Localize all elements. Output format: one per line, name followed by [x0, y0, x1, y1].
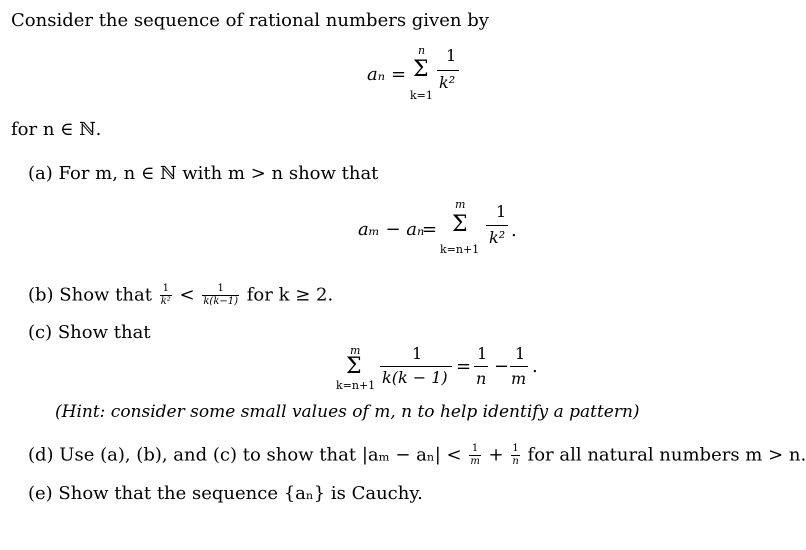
eqc-minus: −	[494, 356, 510, 377]
eqc-equals: =	[456, 356, 472, 377]
eqc-sum-upper: m	[350, 344, 361, 357]
eqa-sigma-icon: Σ	[452, 212, 468, 237]
eqc-r2-numerator: 1	[515, 344, 526, 363]
intro-text: Consider the sequence of rational numbers given by	[11, 10, 489, 31]
eq1-lhs: aₙ	[367, 64, 386, 85]
eqc-r1-bar	[474, 366, 488, 367]
part-a-label: (a) For m, n ∈ ℕ with m > n show that	[28, 163, 379, 184]
eq1-sum-lower: k=1	[410, 89, 433, 102]
for-n-text: for n ∈ ℕ.	[11, 119, 102, 140]
eqa-lhs: aₘ − aₙ	[358, 219, 425, 240]
eqc-r1-denominator: n	[476, 369, 487, 388]
part-b-prefix: (b) Show that	[28, 284, 152, 306]
eq1-sigma-icon: Σ	[413, 57, 429, 82]
part-b-fraction-2: $\frac{1}{k(k-1)}$	[203, 283, 239, 307]
eqc-denominator: k(k − 1)	[382, 368, 448, 387]
part-c-hint: (Hint: consider some small values of m, n to help identify a pattern)	[55, 402, 640, 422]
part-d-fraction-2: $\frac{1}{n}$	[512, 443, 519, 467]
part-e: (e) Show that the sequence {aₙ} is Cauchy.	[28, 483, 423, 504]
eqc-r2-bar	[510, 366, 528, 367]
eqa-sum-lower: k=n+1	[440, 243, 480, 256]
eqc-r1-numerator: 1	[477, 344, 488, 363]
part-b	[28, 284, 333, 307]
eqa-equals: =	[422, 219, 438, 240]
eqa-fraction-bar	[486, 225, 508, 226]
part-c-label: (c) Show that	[28, 322, 151, 343]
eq1-numerator: 1	[446, 46, 457, 65]
eq1-equals: =	[391, 64, 407, 85]
part-b-lt: <	[179, 284, 195, 306]
eqa-period: .	[511, 220, 517, 241]
part-d-fraction-1: $\frac{1}{m}$	[470, 443, 480, 467]
eqa-numerator: 1	[496, 202, 507, 221]
part-d-suffix: for all natural numbers m > n.	[527, 444, 806, 466]
eqc-fraction-bar	[380, 366, 452, 367]
eqc-sum-lower: k=n+1	[336, 379, 376, 392]
eq1-fraction-bar	[437, 70, 459, 71]
eqc-period: .	[532, 356, 538, 377]
eq1-denominator: k²	[439, 73, 456, 92]
eqc-sigma-icon: Σ	[346, 354, 362, 379]
part-d	[28, 444, 806, 467]
part-b-suffix: for k ≥ 2.	[246, 284, 334, 306]
eq1-sum-upper: n	[418, 44, 426, 57]
part-d-prefix: (d) Use (a), (b), and (c) to show that |aₘ − aₙ| <	[28, 444, 462, 466]
eqa-denominator: k²	[489, 228, 506, 247]
eqc-numerator: 1	[412, 344, 423, 363]
eqc-r2-denominator: m	[511, 369, 527, 388]
eqa-sum-upper: m	[455, 198, 466, 211]
part-b-fraction-1: $\frac{1}{\text{k²}}$	[160, 283, 171, 307]
part-d-plus: +	[488, 444, 504, 466]
